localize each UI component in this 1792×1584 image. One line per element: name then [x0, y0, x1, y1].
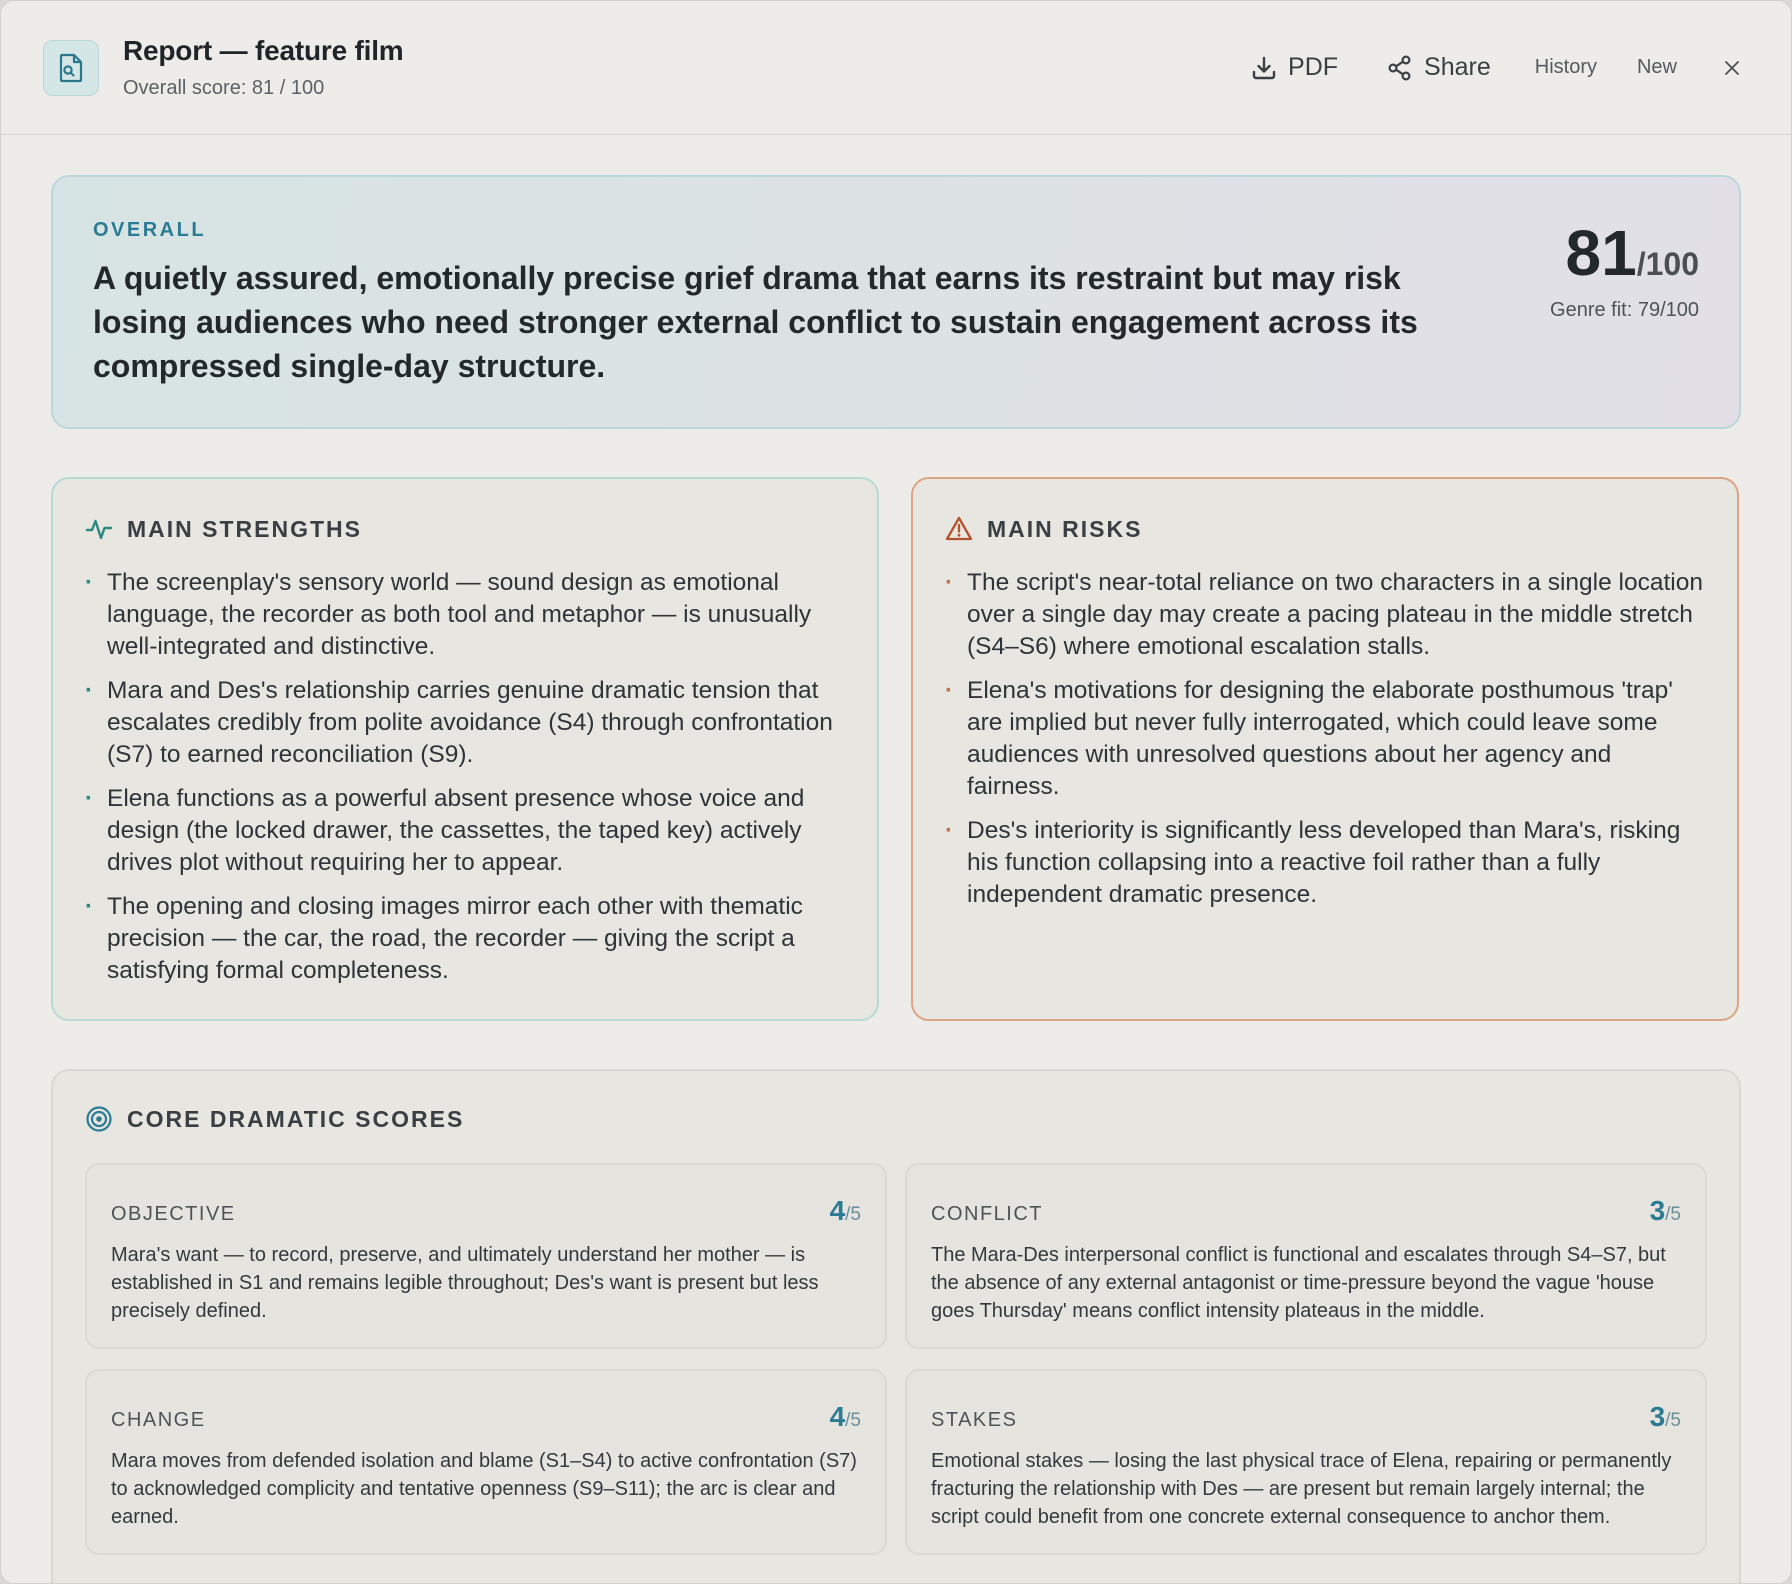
- document-search-icon: [43, 40, 99, 96]
- list-item: · The script's near-total reliance on two characters in a single location over a single day may create a pacing plateau in the middle stretch (S4–S6) where emotional escalation stalls.: [945, 567, 1705, 663]
- score-value: 3/5: [1649, 1195, 1681, 1226]
- risks-header: [945, 515, 1705, 543]
- score-value: 4/5: [829, 1195, 861, 1226]
- score-description: The Mara-Des interpersonal conflict is functional and escalates through S4–S7, but the absence of any external antagonist or time-pressure beyond the vague 'house goes Thursday' means conflict intensity plateaus in the middle.: [931, 1244, 1666, 1322]
- pdf-button[interactable]: [1250, 53, 1338, 82]
- report-content: [1, 135, 1791, 1584]
- list-item: · The screenplay's sensory world — sound design as emotional language, the recorder as both tool and metaphor — is unusually well-integrated and distinctive.: [85, 567, 845, 663]
- score-card-change: [85, 1369, 887, 1555]
- score-label: STAKES: [931, 1409, 1018, 1431]
- list-item: · The opening and closing images mirror each other with thematic precision — the car, the road, the recorder — giving the script a satisfying formal completeness.: [85, 891, 845, 987]
- overall-card: [51, 175, 1741, 429]
- pdf-label: PDF: [1288, 53, 1339, 81]
- share-label: Share: [1424, 53, 1491, 81]
- warning-triangle-icon: [945, 515, 973, 543]
- score-value: 3/5: [1649, 1401, 1681, 1432]
- history-button[interactable]: History: [1534, 56, 1597, 78]
- list-item: · Des's interiority is significantly less developed than Mara's, risking his function collapsing into a reactive foil rather than a fully independent dramatic presence.: [945, 815, 1705, 911]
- overall-summary: A quietly assured, emotionally precise grief drama that earns its restraint but may risk losing audiences who need stronger external conflict to sustain engagement across its compressed single-day structure.: [93, 260, 1418, 384]
- score-card-objective: [85, 1163, 887, 1349]
- score-grid: [85, 1163, 1707, 1555]
- share-button[interactable]: [1386, 53, 1491, 82]
- overall-score-value: 81: [1565, 217, 1637, 289]
- report-header: [1, 1, 1791, 135]
- share-icon: [1386, 54, 1414, 82]
- header-actions: [1250, 53, 1751, 82]
- strengths-risks-row: [51, 477, 1741, 1021]
- risks-list: [945, 567, 1705, 911]
- score-card-conflict: [905, 1163, 1707, 1349]
- core-dramatic-scores: [51, 1069, 1741, 1584]
- download-icon: [1250, 54, 1278, 82]
- score-description: Emotional stakes — losing the last physical trace of Elena, repairing or permanently fracturing the relationship with Des — are present but remain largely internal; the script could benefit from one concrete external consequence to anchor them.: [931, 1450, 1672, 1528]
- list-item: · Mara and Des's relationship carries genuine dramatic tension that escalates credibly from polite avoidance (S4) through confrontation (S7) to earned reconciliation (S9).: [85, 675, 845, 771]
- overall-score-denominator: /100: [1636, 246, 1699, 282]
- strengths-title: MAIN STRENGTHS: [127, 515, 362, 542]
- new-button[interactable]: New: [1636, 56, 1677, 78]
- score-description: Mara's want — to record, preserve, and ultimately understand her mother — is established in S1 and remains legible throughout; Des's want is present but less precisely defined.: [111, 1244, 819, 1322]
- score-label: CHANGE: [111, 1409, 206, 1431]
- list-item: · Elena functions as a powerful absent presence whose voice and design (the locked drawer, the cassettes, the taped key) actively drives plot without requiring her to appear.: [85, 783, 845, 879]
- score-value: 4/5: [829, 1401, 861, 1432]
- score-label: OBJECTIVE: [111, 1203, 236, 1225]
- overall-label: OVERALL: [93, 219, 207, 241]
- genre-fit: Genre fit: 79/100: [1550, 299, 1699, 321]
- list-item: · Elena's motivations for designing the elaborate posthumous 'trap' are implied but never fully interrogated, which could leave some audiences with unresolved questions about her agency and fairness.: [945, 675, 1705, 803]
- close-button[interactable]: [1723, 54, 1751, 82]
- page-title: Report — feature film: [123, 35, 404, 66]
- score-card-stakes: [905, 1369, 1707, 1555]
- close-icon: [1723, 56, 1741, 80]
- risks-card: [911, 477, 1739, 1021]
- overall-score-subtitle: Overall score: 81 / 100: [123, 77, 325, 99]
- score-description: Mara moves from defended isolation and blame (S1–S4) to active confrontation (S7) to acknowledged complicity and tentative openness (S9–S11); the arc is clear and earned.: [111, 1450, 857, 1528]
- core-title: CORE DRAMATIC SCORES: [127, 1105, 465, 1132]
- risks-title: MAIN RISKS: [987, 515, 1143, 542]
- strengths-card: [51, 477, 879, 1021]
- target-icon: [85, 1105, 113, 1133]
- score-label: CONFLICT: [931, 1203, 1043, 1225]
- strengths-list: [85, 567, 845, 987]
- overall-score: [1550, 217, 1699, 322]
- pulse-icon: [85, 515, 113, 543]
- core-header: [85, 1105, 1707, 1133]
- strengths-header: [85, 515, 845, 543]
